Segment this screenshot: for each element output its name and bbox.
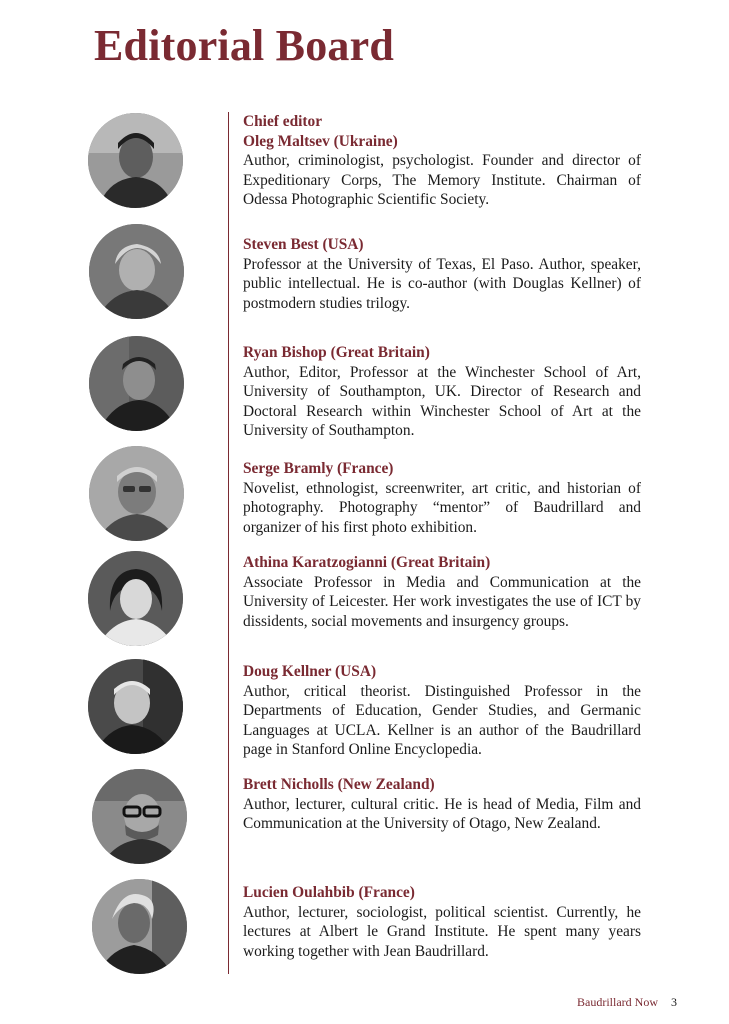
member-entry	[243, 235, 641, 313]
portrait-photo	[88, 659, 183, 754]
page-number: 3	[671, 995, 677, 1009]
member-entry	[243, 459, 641, 537]
portrait-photo	[92, 769, 187, 864]
member-name: Doug Kellner (USA)	[243, 663, 377, 680]
member-entry	[243, 553, 641, 631]
member-entry	[243, 662, 641, 760]
member-entry	[243, 343, 641, 441]
member-bio: Author, criminologist, psychologist. Founder and director of Expeditionary Corps, The Memory Institute. Chairman of Odessa Photographic Scientific Society.	[243, 152, 641, 208]
member-bio: Novelist, ethnologist, screenwriter, art critic, and historian of photography. Photography “mentor” of Baudrillard and organizer of his first photo exhibition.	[243, 479, 641, 536]
portrait-photo	[88, 551, 183, 646]
member-name: Steven Best (USA)	[243, 236, 364, 253]
member-bio: Author, Editor, Professor at the Winchester School of Art, University of Southampton, UK. Director of Research and Doctoral Research within Winchester School of Art at the University of Southampton.	[243, 363, 641, 439]
vertical-divider	[228, 112, 229, 974]
member-bio: Associate Professor in Media and Communication at the University of Leicester. Her work investigates the use of ICT by dissidents, social movements and insurgency groups.	[243, 573, 641, 630]
member-name: Brett Nicholls (New Zealand)	[243, 776, 435, 793]
page-footer	[577, 995, 677, 1010]
publication-name: Baudrillard Now	[577, 995, 658, 1009]
member-name: Serge Bramly (France)	[243, 460, 394, 477]
member-name: Lucien Oulahbib (France)	[243, 884, 415, 901]
member-name: Athina Karatzogianni (Great Britain)	[243, 554, 491, 571]
member-entry	[243, 883, 641, 961]
member-bio: Professor at the University of Texas, El Paso. Author, speaker, public intellectual. He is co-author (with Douglas Kellner) of postmodern studies trilogy.	[243, 255, 641, 312]
member-name: Oleg Maltsev (Ukraine)	[243, 132, 398, 150]
member-entry	[243, 775, 641, 834]
member-bio: Author, critical theorist. Distinguished Professor in the Departments of Education, Gender Studies, and Germanic Languages at UCLA. Kellner is an author of the Baudrillard page in Stanford Online Encyclopedia.	[243, 682, 641, 758]
member-bio: Author, lecturer, cultural critic. He is head of Media, Film and Communication at the University of Otago, New Zealand.	[243, 795, 641, 832]
portrait-photo	[89, 224, 184, 319]
member-bio: Author, lecturer, sociologist, political scientist. Currently, he lectures at Albert le Grand Institute. He spent many years working together with Jean Baudrillard.	[243, 903, 641, 960]
portrait-photo	[89, 336, 184, 431]
member-name: Ryan Bishop (Great Britain)	[243, 344, 430, 361]
member-role: Chief editor	[243, 113, 323, 130]
portrait-photo	[89, 446, 184, 541]
portrait-photo	[92, 879, 187, 974]
member-entry	[243, 112, 641, 210]
portrait-photo	[88, 113, 183, 208]
page-title: Editorial Board	[94, 21, 395, 70]
